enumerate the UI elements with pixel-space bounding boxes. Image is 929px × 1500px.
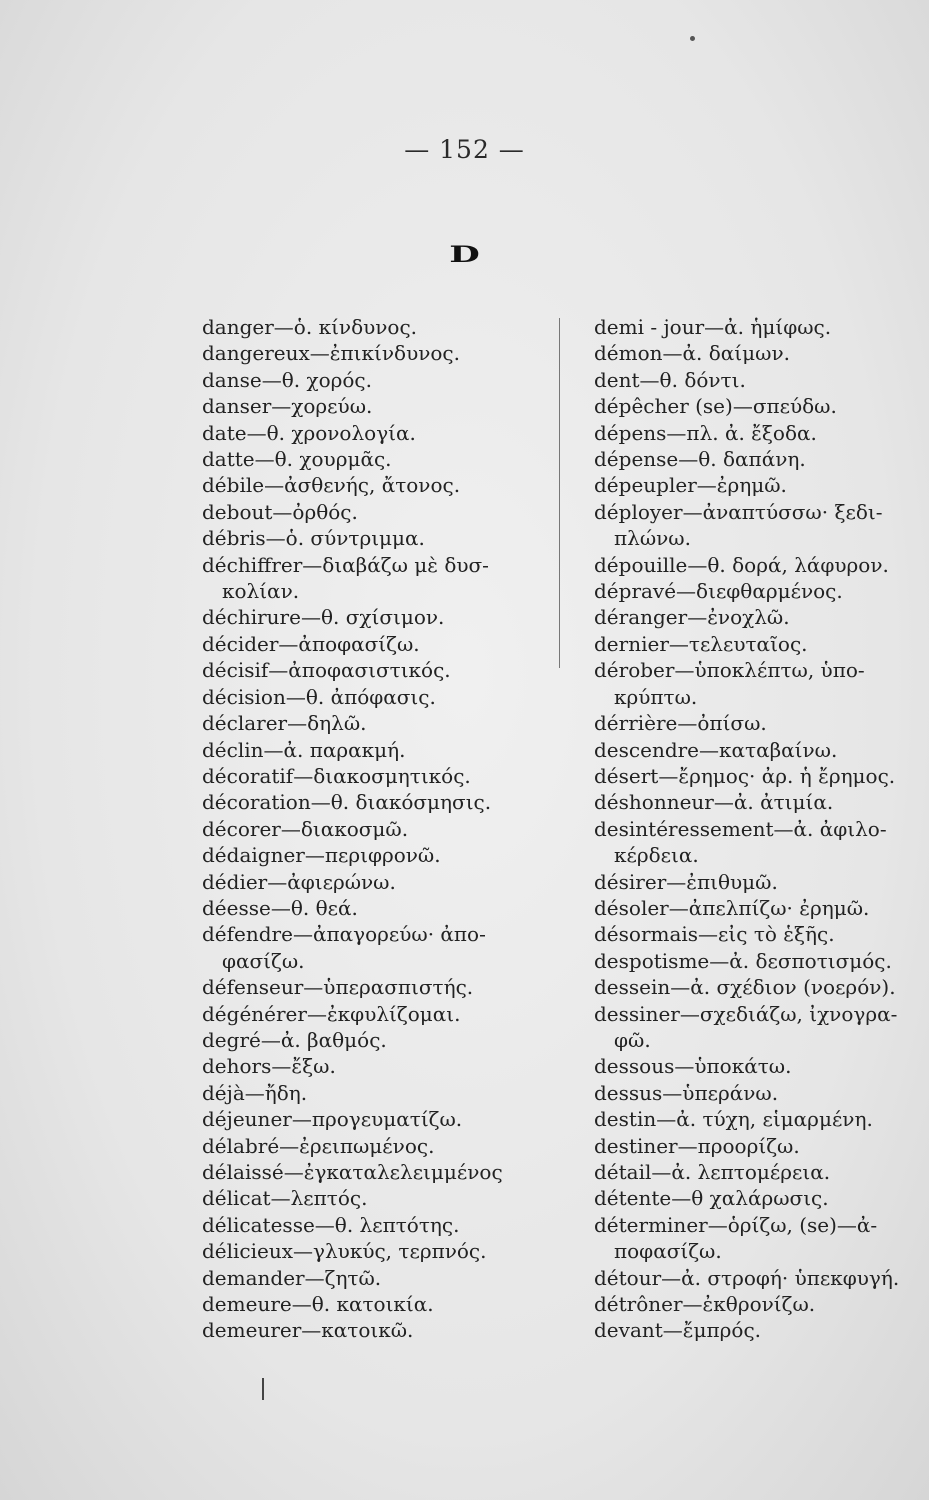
entry-text: décoratif—διακοσμητικός. (202, 763, 471, 788)
entry-text: délicieux—γλυκύς, τερπνός. (202, 1239, 487, 1264)
dictionary-entry (594, 631, 920, 657)
page-number: — 152 — (404, 135, 525, 164)
dictionary-entry (594, 420, 920, 446)
entry-text: détour—ἀ. στροφή· ὑπεκφυγή. (594, 1265, 900, 1290)
entry-text: déranger—ἐνοχλῶ. (594, 605, 790, 630)
right-column (594, 314, 920, 1344)
dictionary-entry (202, 816, 532, 842)
dictionary-entry (594, 948, 920, 974)
entry-text: décorer—διακοσμῶ. (202, 816, 409, 841)
entry-text: dédaigner—περιφρονῶ. (202, 843, 441, 868)
dictionary-entry (594, 552, 920, 578)
dictionary-entry (594, 1185, 920, 1211)
dictionary-entry (594, 1001, 920, 1054)
entry-text: degré—ἀ. βαθμός. (202, 1027, 387, 1052)
entry-text: désert—ἔρημος· ἀρ. ἡ ἔρημος. (594, 763, 896, 788)
dictionary-entry (202, 446, 532, 472)
dictionary-entry (202, 525, 532, 551)
entry-text: délabré—ἐρειπωμένος. (202, 1133, 435, 1158)
entry-text: dangereux—ἐπικίνδυνος. (202, 341, 460, 366)
entry-text: demeurer—κατοικῶ. (202, 1318, 414, 1343)
entry-text: décider—ἀποφασίζω. (202, 631, 420, 656)
dictionary-entry (594, 1106, 920, 1132)
dictionary-entry (594, 1265, 920, 1291)
entry-text: dessiner—σχεδιάζω, ἰχνογρα- (594, 1001, 898, 1026)
dictionary-entry (202, 420, 532, 446)
dictionary-entry (202, 1238, 532, 1264)
dictionary-entry (202, 974, 532, 1000)
dictionary-entry (594, 869, 920, 895)
dictionary-entry (202, 1317, 532, 1343)
dictionary-entry (202, 710, 532, 736)
column-divider (559, 318, 560, 668)
entry-text: dépeupler—ἐρημῶ. (594, 473, 787, 498)
dictionary-entry (594, 1133, 920, 1159)
entry-text: désoler—ἀπελπίζω· ἐρημῶ. (594, 895, 870, 920)
dictionary-entry (202, 1185, 532, 1211)
entry-text: danse—θ. χορός. (202, 367, 372, 392)
dictionary-entry (202, 1212, 532, 1238)
dictionary-entry (202, 1080, 532, 1106)
entry-text: désormais—εἰς τὸ ἑξῆς. (594, 922, 835, 947)
entry-text: dernier—τελευταῖος. (594, 631, 808, 656)
entry-text: demi - jour—ἀ. ἡμίφως. (594, 315, 832, 339)
entry-text: dérrière—ὀπίσω. (594, 711, 767, 736)
dictionary-entry (594, 340, 920, 366)
entry-text: décision—θ. ἀπόφασις. (202, 684, 436, 709)
entry-text: date—θ. χρονολογία. (202, 420, 416, 445)
dictionary-entry (594, 816, 920, 869)
entry-text: déclarer—δηλῶ. (202, 711, 367, 736)
entry-text: déployer—ἀναπτύσσω· ξεδι- (594, 499, 883, 524)
dictionary-entry (594, 974, 920, 1000)
entry-text: dent—θ. δόντι. (594, 367, 746, 392)
dictionary-entry (202, 1053, 532, 1079)
dictionary-entry (594, 895, 920, 921)
entry-text: datte—θ. χουρμᾶς. (202, 447, 392, 472)
entry-text: destiner—προορίζω. (594, 1133, 800, 1158)
dictionary-entry (594, 446, 920, 472)
entry-text: déclin—ἀ. παρακμή. (202, 737, 406, 762)
dictionary-entry (202, 1291, 532, 1317)
entry-text: débile—ἀσθενής, ἄτονος. (202, 473, 461, 498)
entry-text: détente—θ χαλάρωσις. (594, 1186, 829, 1211)
entry-continuation: κρύπτω. (614, 684, 698, 709)
dictionary-entry (202, 631, 532, 657)
dictionary-entry (594, 578, 920, 604)
dictionary-entry (594, 1053, 920, 1079)
dictionary-entry (202, 340, 532, 366)
entry-text: déchirure—θ. σχίσιμον. (202, 605, 445, 630)
entry-text: décisif—ἀποφασιστικός. (202, 658, 451, 683)
entry-text: déjeuner—προγευματίζω. (202, 1107, 463, 1132)
entry-text: dessein—ἀ. σχέδιον (νοερόν). (594, 975, 896, 1000)
dictionary-entry (202, 657, 532, 683)
entry-text: dépêcher (se)—σπεύδω. (594, 394, 837, 419)
dictionary-entry (202, 763, 532, 789)
dictionary-entry (594, 472, 920, 498)
dictionary-entry (594, 1317, 920, 1343)
entry-text: débris—ὁ. σύντριμμα. (202, 526, 425, 551)
dictionary-entry (594, 763, 920, 789)
entry-text: desintéressement—ἀ. ἀφιλο- (594, 816, 887, 841)
dictionary-entry (594, 1080, 920, 1106)
entry-text: dépouille—θ. δορά, λάφυρον. (594, 552, 889, 577)
entry-text: dégénérer—ἐκφυλίζομαι. (202, 1001, 461, 1026)
dictionary-entry (202, 1001, 532, 1027)
entry-continuation: κέρδεια. (614, 843, 699, 868)
entry-text: dédier—ἀφιερώνω. (202, 869, 396, 894)
dictionary-entry (202, 1106, 532, 1132)
ink-speck (690, 36, 695, 41)
dictionary-entry (202, 921, 532, 974)
entry-text: dérober—ὑποκλέπτω, ὑπο- (594, 658, 865, 683)
entry-text: délaissé—ἐγκαταλελειμμένος (202, 1160, 503, 1184)
dictionary-entry (594, 657, 920, 710)
dictionary-entry (594, 1291, 920, 1317)
entry-text: défenseur—ὑπερασπιστής. (202, 975, 474, 1000)
dictionary-entry (202, 1265, 532, 1291)
dictionary-entry (202, 842, 532, 868)
dictionary-entry (594, 737, 920, 763)
dictionary-entry (594, 393, 920, 419)
entry-text: déshonneur—ἀ. ἀτιμία. (594, 790, 834, 815)
dictionary-entry (202, 367, 532, 393)
entry-text: décoration—θ. διακόσμησις. (202, 790, 492, 815)
entry-text: debout—ὀρθός. (202, 499, 358, 524)
dictionary-entry (594, 710, 920, 736)
dictionary-entry (202, 472, 532, 498)
entry-text: dépravé—διεφθαρμένος. (594, 579, 843, 604)
margin-mark (262, 1378, 264, 1400)
entry-text: déterminer—ὁρίζω, (se)—ἀ- (594, 1212, 878, 1237)
dictionary-entry (594, 1159, 920, 1185)
entry-continuation: κολίαν. (222, 579, 300, 604)
entry-text: détail—ἀ. λεπτομέρεια. (594, 1160, 831, 1184)
dictionary-entry (202, 604, 532, 630)
entry-text: despotisme—ἀ. δεσποτισμός. (594, 948, 892, 973)
dictionary-entry (202, 1159, 532, 1185)
dictionary-entry (594, 314, 920, 340)
dictionary-entry (202, 789, 532, 815)
entry-text: délicatesse—θ. λεπτότης. (202, 1212, 460, 1237)
entry-text: démon—ἀ. δαίμων. (594, 341, 790, 366)
dictionary-entry (594, 367, 920, 393)
dictionary-entry (594, 1212, 920, 1265)
entry-text: désirer—ἐπιθυμῶ. (594, 869, 778, 894)
dictionary-entry (202, 499, 532, 525)
entry-text: danser—χορεύω. (202, 394, 373, 419)
entry-text: dessus—ὑπεράνω. (594, 1080, 779, 1105)
entry-continuation: φῶ. (614, 1027, 651, 1052)
dictionary-entry (594, 789, 920, 815)
dictionary-entry (594, 604, 920, 630)
entry-text: danger—ὁ. κίνδυνος. (202, 315, 418, 339)
entry-text: déesse—θ. θεά. (202, 895, 358, 920)
entry-text: demeure—θ. κατοικία. (202, 1292, 434, 1317)
entry-text: détrôner—ἐκθρονίζω. (594, 1292, 816, 1317)
entry-text: demander—ζητῶ. (202, 1265, 382, 1290)
entry-text: déchiffrer—διαβάζω μὲ δυσ- (202, 552, 489, 577)
dictionary-entry (202, 1027, 532, 1053)
dictionary-entry (202, 314, 532, 340)
entry-text: descendre—καταβαίνω. (594, 737, 838, 762)
left-column (202, 314, 532, 1344)
entry-text: destin—ἀ. τύχη, εἱμαρμένη. (594, 1107, 873, 1132)
entry-continuation: πλώνω. (614, 526, 691, 551)
section-letter: D (449, 242, 480, 268)
entry-text: dépens—πλ. ἀ. ἔξοδα. (594, 420, 817, 445)
entry-text: dehors—ἔξω. (202, 1054, 336, 1079)
entry-text: devant—ἔμπρός. (594, 1318, 762, 1343)
dictionary-entry (202, 552, 532, 605)
entry-text: dépense—θ. δαπάνη. (594, 447, 806, 472)
entry-text: délicat—λεπτός. (202, 1186, 368, 1211)
entry-continuation: ποφασίζω. (614, 1239, 722, 1264)
dictionary-entry (202, 869, 532, 895)
entry-text: dessous—ὑποκάτω. (594, 1054, 792, 1079)
dictionary-entry (202, 895, 532, 921)
dictionary-entry (202, 1133, 532, 1159)
dictionary-entry (202, 393, 532, 419)
dictionary-entry (202, 684, 532, 710)
entry-text: défendre—ἀπαγορεύω· ἀπο- (202, 922, 486, 947)
dictionary-entry (594, 921, 920, 947)
dictionary-entry (594, 499, 920, 552)
entry-continuation: φασίζω. (222, 948, 305, 973)
entry-text: déjà—ἤδη. (202, 1080, 308, 1105)
dictionary-entry (202, 737, 532, 763)
